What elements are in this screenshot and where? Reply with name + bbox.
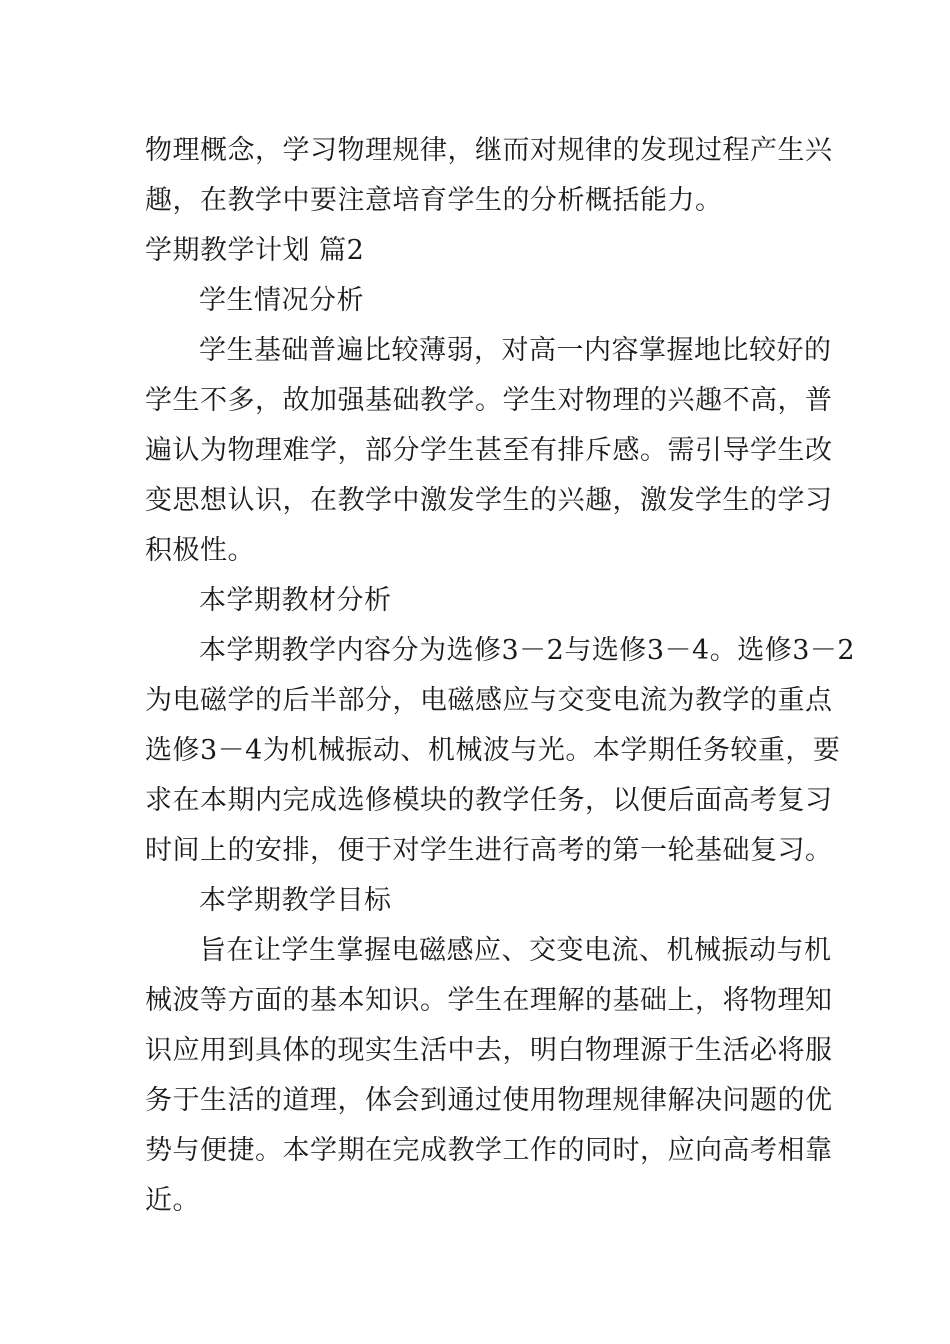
paragraph-line: 势与便捷。本学期在完成教学工作的同时，应向高考相靠 (145, 1135, 833, 1166)
paragraph-line: 选修3－4为机械振动、机械波与光。本学期任务较重，要 (145, 735, 841, 766)
paragraph-line: 变思想认识，在教学中激发学生的兴趣，激发学生的学习 (145, 485, 833, 516)
paragraph-line: 旨在让学生掌握电磁感应、交变电流、机械振动与机 (199, 935, 832, 966)
paragraph-line: 积极性。 (145, 535, 255, 566)
paragraph-line: 本学期教学内容分为选修3－2与选修3－4。选修3－2 (199, 635, 856, 666)
section-heading: 学期教学计划 篇2 (145, 235, 365, 266)
paragraph-line: 械波等方面的基本知识。学生在理解的基础上，将物理知 (145, 985, 833, 1016)
paragraph-line: 为电磁学的后半部分，电磁感应与交变电流为教学的重点 (145, 685, 833, 716)
subheading-teaching-goals: 本学期教学目标 (199, 885, 392, 916)
paragraph-line: 趣，在教学中要注意培育学生的分析概括能力。 (145, 185, 723, 216)
paragraph-line: 遍认为物理难学，部分学生甚至有排斥感。需引导学生改 (145, 435, 833, 466)
paragraph-line: 物理概念，学习物理规律，继而对规律的发现过程产生兴 (145, 135, 833, 166)
paragraph-line: 务于生活的道理，体会到通过使用物理规律解决问题的优 (145, 1085, 833, 1116)
paragraph-line: 求在本期内完成选修模块的教学任务，以便后面高考复习 (145, 785, 833, 816)
subheading-student-analysis: 学生情况分析 (199, 285, 364, 316)
subheading-textbook-analysis: 本学期教材分析 (199, 585, 392, 616)
paragraph-line: 时间上的安排，便于对学生进行高考的第一轮基础复习。 (145, 835, 833, 866)
paragraph-line: 学生不多，故加强基础教学。学生对物理的兴趣不高，普 (145, 385, 833, 416)
paragraph-line: 识应用到具体的现实生活中去，明白物理源于生活必将服 (145, 1035, 833, 1066)
paragraph-line: 学生基础普遍比较薄弱，对高一内容掌握地比较好的 (199, 335, 832, 366)
paragraph-line: 近。 (145, 1185, 200, 1216)
